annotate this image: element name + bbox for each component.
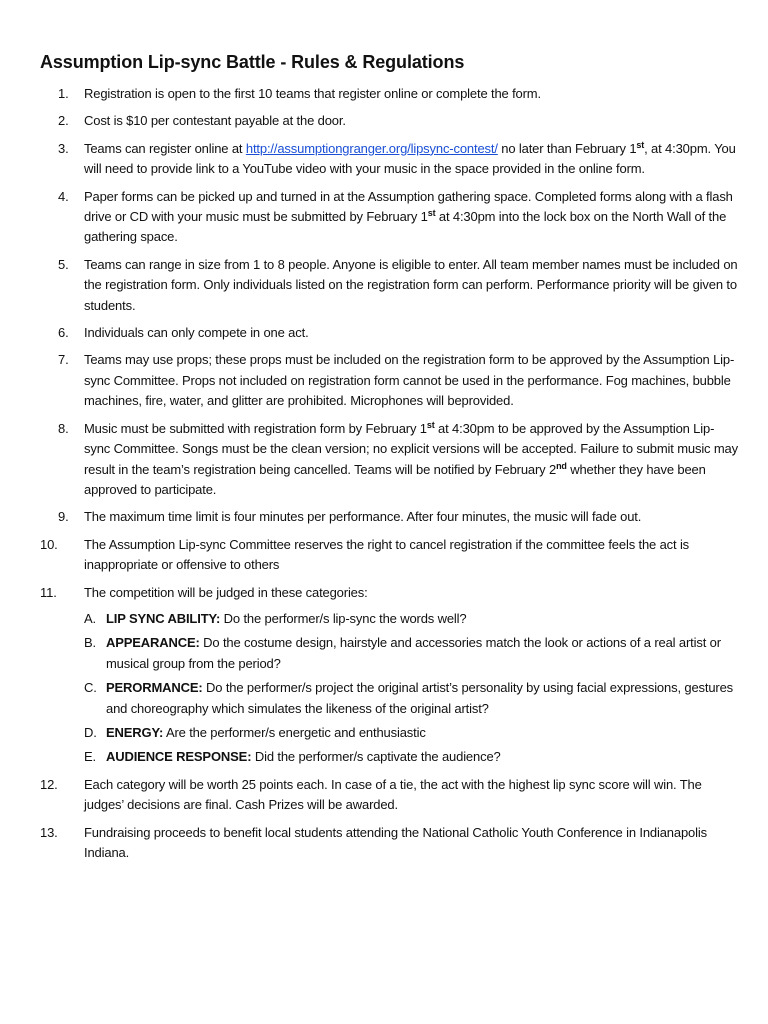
document-title: Assumption Lip-sync Battle - Rules & Regulations	[40, 52, 465, 72]
rule-number: 12.	[40, 776, 58, 792]
rule-text-post: whether they have been approved to participate.	[84, 461, 706, 497]
ordinal-suffix: st	[636, 139, 645, 150]
rule-text: The competition will be judged in these categories:	[84, 584, 368, 600]
category-desc: Do the costume design, hairstyle and accessories match the look or actions of a real artist or musical group from the period?	[106, 635, 721, 671]
rules-list	[40, 84, 738, 863]
category-b	[84, 633, 738, 674]
category-name: ENERGY:	[106, 724, 164, 740]
rule-text: The maximum time limit is four minutes per performance. After four minutes, the music will fade out.	[84, 509, 642, 525]
category-desc: Do the performer/s project the original artist’s personality by using facial expressions, gestures and choreography which simulates the likeness of the original artist?	[106, 680, 734, 716]
registration-link[interactable]: http://assumptiongranger.org/lipsync-contest/	[245, 140, 498, 156]
rule-number: 11.	[40, 584, 57, 600]
rule-11	[40, 583, 738, 768]
rule-13	[40, 823, 738, 864]
rule-text: Registration is open to the first 10 teams that register online or complete the form.	[84, 86, 541, 101]
rule-number: 13.	[40, 824, 58, 840]
rule-8	[40, 419, 738, 501]
rule-text-post: at 4:30pm into the lock box on the North Wall of the gathering space.	[84, 209, 727, 245]
rule-4	[40, 187, 738, 248]
rule-5	[40, 255, 738, 316]
category-desc: Did the performer/s captivate the audience?	[251, 749, 501, 765]
rule-number: 5.	[58, 256, 69, 272]
category-d	[84, 723, 738, 743]
category-desc: Are the performer/s energetic and enthusiastic	[163, 724, 426, 740]
rule-text: Each category will be worth 25 points each. In case of a tie, the act with the highest lip sync score will win. The judges’ decisions are final. Cash Prizes will be awarded.	[84, 776, 702, 813]
rule-text: Individuals can only compete in one act.	[84, 325, 309, 341]
rule-text-mid: no later than February 1	[497, 140, 637, 156]
rule-text-mid: at 4:30pm to be approved by the Assumption Lip-sync Committee. Songs must be the clean version; no explicit versions will be accepted. Failure to submit music may result in the team’s registration being cancelled. Teams will be notified by February 2	[84, 420, 738, 477]
rule-text: Fundraising proceeds to benefit local students attending the National Catholic Youth Conference in Indianapolis Indiana.	[84, 824, 707, 860]
ordinal-suffix: st	[426, 419, 435, 430]
category-letter: B.	[84, 635, 96, 651]
ordinal-suffix: nd	[556, 460, 567, 471]
rule-6	[40, 323, 738, 343]
rule-text-pre: Teams can register online at	[84, 140, 246, 156]
rule-text: Cost is $10 per contestant payable at the door.	[84, 113, 346, 129]
category-name: AUDIENCE RESPONSE:	[106, 749, 252, 765]
category-c	[84, 678, 738, 719]
rule-number: 3.	[58, 140, 69, 156]
rule-number: 8.	[58, 420, 69, 436]
rule-text-post: , at 4:30pm. You will need to provide link to a YouTube video with your music in the space provided in the online form.	[84, 140, 736, 177]
rule-number: 2.	[58, 113, 69, 129]
rule-text-pre: Music must be submitted with registration form by February 1	[84, 420, 427, 436]
category-letter: E.	[84, 749, 96, 765]
rule-number: 9.	[58, 509, 69, 525]
rule-9	[40, 507, 738, 527]
rule-10	[40, 535, 738, 576]
ordinal-suffix: st	[427, 208, 436, 219]
judging-categories	[84, 609, 738, 768]
category-a	[84, 609, 738, 629]
rule-2	[40, 111, 738, 131]
rule-1	[40, 84, 738, 104]
rule-text-pre: Paper forms can be picked up and turned in at the Assumption gathering space. Completed forms along with a flash drive or CD with your music must be submitted by February 1	[84, 188, 733, 225]
rule-text: Teams can range in size from 1 to 8 people. Anyone is eligible to enter. All team member names must be included on the registration form. Only individuals listed on the registration form can perform. Performance priority will be given to students.	[84, 256, 738, 313]
rule-12	[40, 775, 738, 816]
category-letter: C.	[84, 680, 97, 696]
rule-number: 1.	[58, 86, 69, 101]
category-e	[84, 747, 738, 767]
rule-number: 4.	[58, 188, 69, 204]
rule-number: 10.	[40, 536, 58, 552]
rule-3	[40, 139, 738, 180]
category-name: PERORMANCE:	[106, 680, 203, 696]
category-name: APPEARANCE:	[106, 635, 200, 651]
rule-text: The Assumption Lip-sync Committee reserves the right to cancel registration if the committee feels the act is inappropriate or offensive to others	[84, 536, 690, 573]
category-desc: Do the performer/s lip-sync the words well?	[220, 610, 467, 626]
rule-text: Teams may use props; these props must be included on the registration form to be approved by the Assumption Lip-sync Committee. Props not included on registration form cannot be used in the performance. Fog machines, bubble machines, fire, water, and glitter are prohibited. Microphones will beprovided.	[84, 352, 735, 409]
category-letter: D.	[84, 724, 97, 740]
rule-number: 7.	[58, 352, 69, 368]
category-letter: A.	[84, 610, 96, 626]
rule-7	[40, 350, 738, 411]
category-name: LIP SYNC ABILITY:	[106, 610, 221, 626]
rule-number: 6.	[58, 325, 69, 341]
